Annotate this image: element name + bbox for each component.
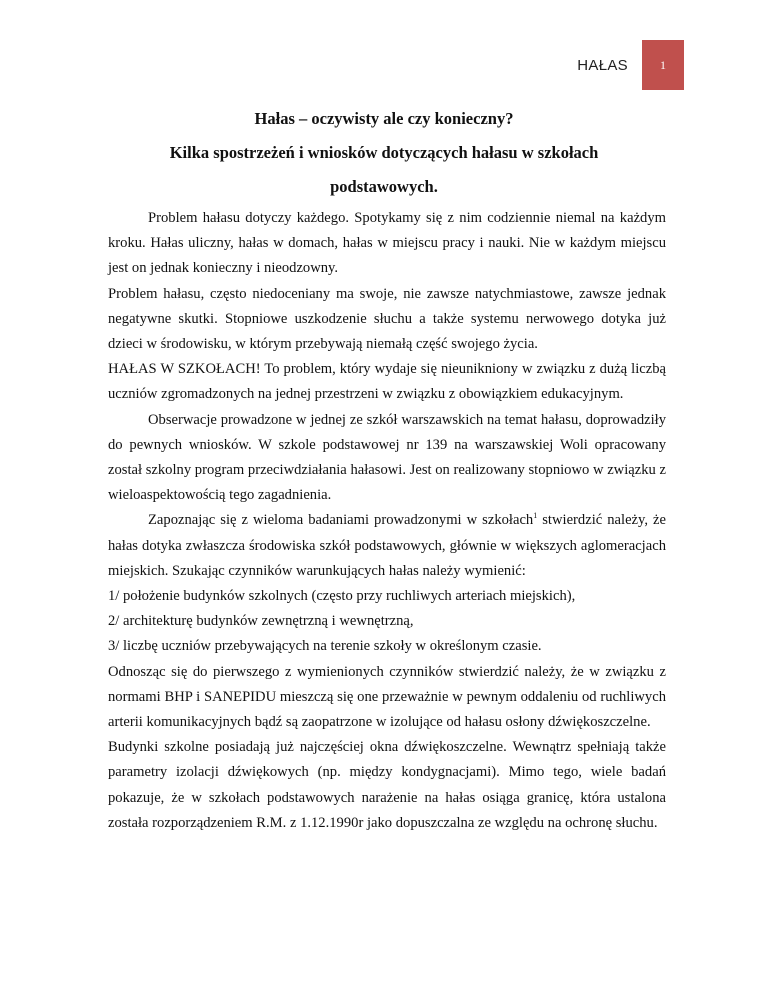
title-line-2: Kilka spostrzeżeń i wniosków dotyczących hałasu w szkołach: [169, 143, 599, 162]
paragraph-1: Problem hałasu dotyczy każdego. Spotykamy się z nim codziennie niemal na każdym kroku. Hałas uliczny, hałas w domach, hałas w miejscu pracy i nauki. Nie w każdym miejscu jest on jednak konieczny i nieodzowny.: [108, 210, 666, 277]
paragraph-5-end: stwierdzić należy, że hałas dotyka zwłaszcza środowiska szkół podstawowych, głównie w większych aglomeracjach miejskich. Szukając czynników warunkujących hałas należy wymienić:: [108, 512, 666, 579]
document-body: [108, 206, 666, 836]
page-number-box: [642, 40, 684, 90]
paragraph-3: HAŁAS W SZKOŁACH! To problem, który wydaje się nieunikniony w związku z dużą liczbą uczniów zgromadzonych na jednej przestrzeni w związku z obowiązkiem edukacyjnym.: [108, 361, 666, 403]
page-number: 1: [660, 57, 666, 72]
paragraph-2: Problem hałasu, często niedoceniany ma swoje, nie zawsze natychmiastowe, zawsze jednak negatywne skutki. Stopniowe uszkodzenie słuchu a także systemu nerwowego dotyka już dzieci w środowisku, w którym przebywają niemałą część swojego życia.: [108, 285, 666, 353]
paragraph-4: Obserwacje prowadzone w jednej ze szkół warszawskich na temat hałasu, doprowadziły do pewnych wniosków. W szkole podstawowej nr 139 na warszawskiej Woli opracowany został szkolny program przeciwdziałania hałasowi. Jest on realizowany stopniowo w związku z wieloaspektowością tego zagadnienia.: [108, 411, 666, 504]
paragraph-7: Budynki szkolne posiadają już najczęściej okna dźwiękoszczelne. Wewnątrz spełniają także parametry izolacji dźwiękowych (np. między kondygnacjami). Mimo tego, wiele badań pokazuje, że w szkołach podstawowych narażenie na hałas osiąga granicę, która ustalona została rozporządzeniem R.M. z 1.12.1990r jako dopuszczalna ze względu na ochronę słuchu.: [108, 739, 666, 831]
document-title: [100, 102, 668, 204]
title-line-3: podstawowych.: [330, 177, 438, 196]
header-title: HAŁAS: [577, 56, 628, 74]
paragraph-5-start: Zapoznając się z wieloma badaniami prowadzonymi w szkołach: [148, 512, 534, 529]
list-item: 3/ liczbę uczniów przebywających na terenie szkoły w określonym czasie.: [108, 638, 542, 655]
page-header: [577, 40, 684, 90]
list-item: 1/ położenie budynków szkolnych (często przy ruchliwych arteriach miejskich),: [108, 588, 576, 605]
footnote-marker: 1: [533, 511, 538, 521]
list-item: 2/ architekturę budynków zewnętrzną i wewnętrzną,: [108, 613, 414, 630]
paragraph-5: [108, 508, 666, 584]
paragraph-6: Odnosząc się do pierwszego z wymienionych czynników stwierdzić należy, że w związku z normami BHP i SANEPIDU mieszczą się one przeważnie w pewnym oddaleniu od ruchliwych arterii komunikacyjnych bądź są zaopatrzone w izolujące od hałasu osłony dźwiękoszczelne.: [108, 663, 666, 731]
title-line-1: Hałas – oczywisty ale czy konieczny?: [254, 109, 514, 128]
